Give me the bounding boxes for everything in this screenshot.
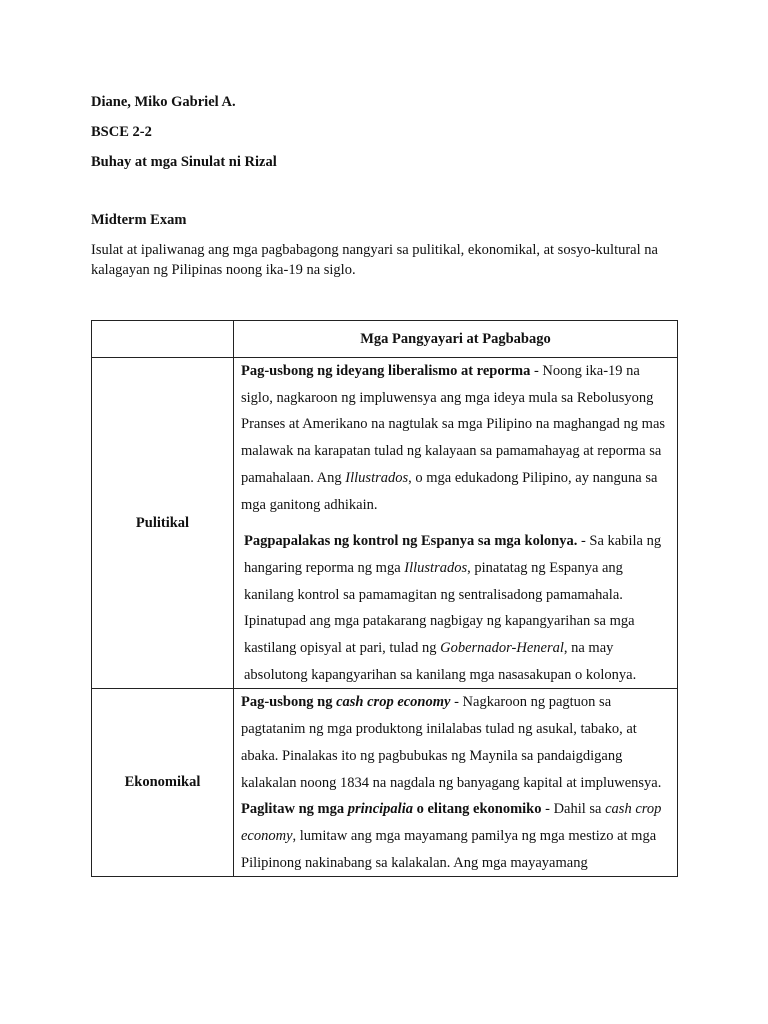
events-table (91, 320, 678, 877)
entry-title: Pagpapalakas ng kontrol ng Espanya sa mga kolonya. (244, 533, 578, 550)
empty-header-cell (92, 321, 234, 358)
section-label: BSCE 2-2 (91, 124, 152, 140)
instruction-text: Isulat at ipaliwanag ang mga pagbabagong nangyari sa pulitikal, ekonomikal, at sosyo-kultural na kalagayan ng Pilipinas noong ika-19 na siglo. (91, 242, 658, 278)
list-item (234, 689, 677, 796)
entry-gap (234, 518, 677, 528)
exam-title: Midterm Exam (91, 212, 187, 228)
row-label-ekonomikal: Ekonomikal (92, 689, 234, 877)
entry-text: - Noong ika-19 na siglo, nagkaroon ng impluwensya ang mga ideya mula sa Rebolusyong Pranses at Amerikano na nagtulak sa mga Pilipino na maghangad ng mas malawak na karapatan tulad ng kalayaan sa pamamahayag at reporma sa pamahalaan. Ang (241, 363, 666, 486)
list-item (234, 796, 677, 876)
entry-text: - Dahil sa (541, 801, 606, 818)
column-header: Mga Pangyayari at Pagbabago (234, 321, 678, 358)
student-name: Diane, Miko Gabriel A. (91, 94, 236, 110)
entry-title: Pag-usbong ng ideyang liberalismo at reporma (241, 363, 531, 379)
list-item (234, 358, 677, 518)
entry-emphasis: Illustrados (345, 469, 409, 486)
entry-emphasis: Gobernador-Heneral (440, 640, 564, 657)
table-header-row (92, 321, 678, 358)
entry-text: , lumitaw ang mga mayamang pamilya ng mga mestizo at mga Pilipinong nakinabang sa kalakalan. Ang mga mayayamang (241, 827, 657, 871)
entry-title: Pag-usbong ng (241, 694, 337, 711)
entry-text: , pinatatag ng Espanya ang kanilang kontrol sa pamamagitan ng sentralisadong pamamahala. Ipinatupad ang mga patakarang nagbigay ng kapangyarihan sa mga kastilang opisyal at pari, tulad ng (244, 559, 635, 657)
entry-text: , o mga edukadong Pilipino, ay nanguna sa mga ganitong adhikain. (241, 469, 658, 513)
entry-text: - Nagkaroon ng pagtuon sa pagtatanim ng mga produktong inilalabas tulad ng asukal, tabako, at abaka. Pinalakas ito ng pagbubukas ng Maynila sa pandaigdigang kalakalan noong 1834 na nagdala ng banyagang kapital at impluwensya. (241, 694, 662, 791)
course-title: Buhay at mga Sinulat ni Rizal (91, 154, 277, 170)
entry-emphasis: Illustrados (404, 559, 468, 576)
entry-title: Paglitaw ng mga (241, 801, 348, 818)
row-content-ekonomikal (234, 689, 678, 877)
entry-title-emphasis: principalia (347, 801, 413, 818)
table-row (92, 358, 678, 689)
list-item (234, 528, 677, 688)
entry-text: - Sa kabila ng hangaring reporma ng mga (244, 533, 662, 576)
row-content-pulitikal (234, 358, 678, 689)
entry-title-emphasis: cash crop economy (336, 694, 451, 711)
table-row (92, 689, 678, 877)
entry-text: , na may absolutong kapangyarihan sa kanilang mga nasasakupan o kolonya. (244, 640, 637, 683)
entry-emphasis: cash crop economy (241, 801, 662, 844)
entry-title: o elitang ekonomiko (413, 801, 542, 818)
row-label-pulitikal: Pulitikal (92, 358, 234, 689)
